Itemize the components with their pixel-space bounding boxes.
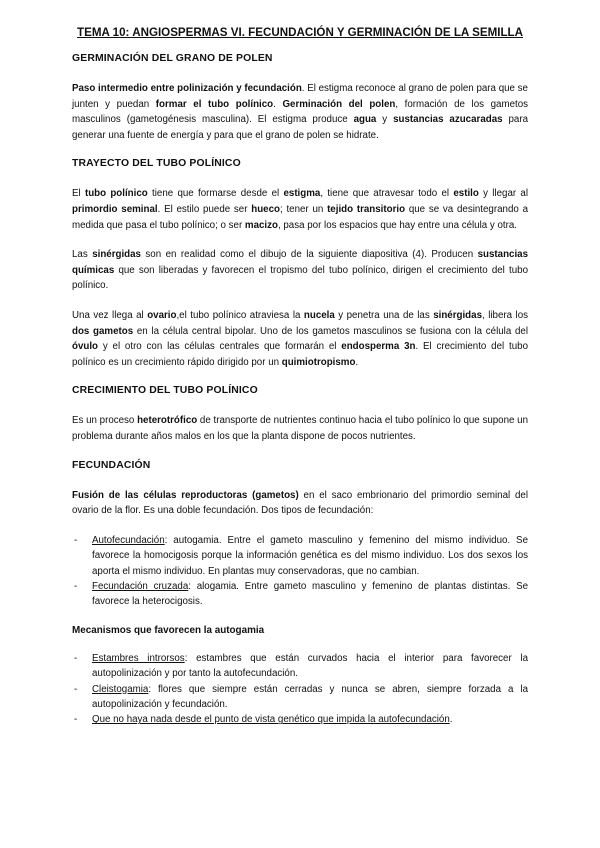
heading-crecimiento: CRECIMIENTO DEL TUBO POLÍNICO	[72, 385, 258, 397]
list-item-run: : alogamia. Entre gameto masculino y femenino de plantas distintas. Se favorece la heterocigosis.	[92, 580, 528, 608]
list-item-run: .	[449, 714, 453, 726]
list-item	[72, 579, 528, 610]
list-fecundacion-types	[72, 533, 528, 610]
list-item	[72, 651, 528, 682]
paragraph-trayecto-1-run: hueco	[251, 203, 280, 215]
paragraph-trayecto-1-run: , tiene que atravesar todo el	[320, 188, 454, 200]
paragraph-trayecto-1-run: tubo polínico	[84, 188, 148, 200]
list-item	[72, 682, 528, 713]
paragraph-trayecto-1-run: tejido transitorio	[327, 203, 406, 215]
paragraph-fecundacion-1-run: Fusión de las células reproductoras (gametos)	[72, 489, 299, 501]
paragraph-germinacion-1-run: agua	[353, 114, 377, 126]
paragraph-crecimiento-1-run: Es un proceso	[72, 415, 138, 427]
paragraph-trayecto-2-run: que son liberadas y favorecen el tropismo del tubo polínico, dirigen el crecimiento del tubo polínico.	[72, 264, 528, 292]
paragraph-trayecto-1-run: estilo	[453, 188, 479, 200]
list-item-run: : estambres que están curvados hacia el interior para favorecer la autopolinización y por tanto la autofecundación.	[92, 652, 528, 680]
paragraph-trayecto-1-run: macizo	[244, 219, 278, 231]
paragraph-crecimiento-1	[72, 413, 528, 444]
heading-trayecto: TRAYECTO DEL TUBO POLÍNICO	[72, 158, 241, 170]
paragraph-trayecto-2-run: sinérgidas	[92, 249, 141, 261]
list-item	[72, 533, 528, 579]
paragraph-germinacion-1-run: formar el tubo polínico	[155, 98, 274, 110]
paragraph-germinacion-1-run: . El estigma reconoce al grano de polen para que se junten y puedan	[72, 83, 528, 110]
paragraph-germinacion-1-run: para generar una fuente de energía y para que el grano de polen se hidrate.	[72, 114, 528, 141]
paragraph-trayecto-1-run: que se va desintegrando a medida que pasa el tubo polínico; o ser	[72, 203, 528, 231]
paragraph-trayecto-1-run: . El estilo puede ser	[157, 203, 252, 215]
paragraph-fecundacion-1	[72, 488, 528, 519]
list-item-run: Que no haya nada desde el punto de vista genético que impida la autofecundación	[92, 714, 450, 726]
paragraph-trayecto-3-run: nucela	[303, 309, 335, 321]
paragraph-trayecto-2-run: son en realidad como el dibujo de la siguiente diapositiva (4). Producen	[140, 249, 478, 261]
paragraph-trayecto-3-run: Una vez llega al	[72, 309, 148, 321]
list-item-run: Estambres introrsos	[92, 652, 185, 664]
paragraph-trayecto-1-run: estigma	[283, 188, 321, 200]
paragraph-germinacion-1-run: , formación de los gametos masculinos (gametogénesis masculina). El estigma produce	[72, 98, 529, 126]
list-item-run: : flores que siempre están cerradas y nunca se abren, siempre forzada a la autopolinización y fecundación.	[92, 683, 528, 710]
paragraph-trayecto-3-run: óvulo	[72, 341, 98, 353]
paragraph-trayecto-3-run: y el otro con las células centrales que formarán el	[98, 341, 342, 353]
paragraph-trayecto-3-run: ovario	[147, 309, 177, 321]
heading-fecundacion: FECUNDACIÓN	[72, 459, 151, 471]
list-item-run: : autogamia. Entre el gameto masculino y femenino del mismo individuo. Se favorece la homocigosis porque la información genética es del mismo individuo. Los dos sexos los aporta el mismo individuo. En plantas muy conservadoras, que no cambian.	[92, 534, 528, 577]
paragraph-trayecto-2	[72, 247, 528, 294]
paragraph-germinacion-1-run: y	[376, 114, 394, 126]
paragraph-trayecto-3-run: , libera los	[482, 309, 528, 321]
paragraph-trayecto-3-run: endosperma 3n	[341, 341, 416, 353]
paragraph-trayecto-2-run: sustancias químicas	[72, 249, 528, 276]
paragraph-germinacion-1-run: .	[273, 98, 283, 110]
paragraph-trayecto-3-run: . El crecimiento del tubo polínico es un crecimiento rápido dirigido por un	[72, 341, 528, 368]
paragraph-trayecto-3-run: sinérgidas	[433, 309, 482, 321]
paragraph-trayecto-1-run: tiene que formarse desde el	[147, 188, 284, 200]
paragraph-trayecto-1	[72, 186, 528, 233]
list-item	[72, 712, 528, 727]
paragraph-trayecto-1-run: El	[72, 188, 85, 200]
paragraph-trayecto-1-run: , pasa por los espacios que hay entre una célula y otra.	[277, 219, 517, 231]
paragraph-trayecto-3	[72, 308, 528, 370]
paragraph-germinacion-1-run: Germinación del polen	[282, 98, 396, 110]
list-item-run: Cleistogamia	[92, 683, 149, 695]
document-page	[72, 26, 528, 742]
paragraph-crecimiento-1-run: de transporte de nutrientes continuo hacia el tubo polínico lo que supone un problema durante años malos en los que la planta dispone de pocos nutrientes.	[72, 415, 528, 442]
paragraph-trayecto-3-run: quimiotropismo	[281, 356, 356, 368]
paragraph-trayecto-1-run: y llegar al	[478, 188, 528, 200]
paragraph-trayecto-3-run: ,el tubo polínico atraviesa la	[176, 309, 304, 321]
paragraph-trayecto-2-run: Las	[72, 249, 93, 261]
document-title: TEMA 10: ANGIOSPERMAS VI. FECUNDACIÓN Y GERMINACIÓN DE LA SEMILLA	[77, 26, 523, 39]
paragraph-trayecto-3-run: y penetra una de las	[334, 309, 434, 321]
list-mecanismos	[72, 651, 528, 728]
list-item-run: Autofecundación	[92, 534, 165, 546]
paragraph-fecundacion-1-run: en el saco embrionario del primordio seminal del ovario de la flor. Es una doble fecundación. Dos tipos de fecundación:	[72, 489, 528, 517]
paragraph-germinacion-1-run: Paso intermedio entre polinización y fecundación	[72, 83, 302, 94]
paragraph-germinacion-1-run: sustancias azucaradas	[393, 114, 503, 126]
heading-germinacion: GERMINACIÓN DEL GRANO DE POLEN	[72, 53, 273, 64]
paragraph-germinacion-1	[72, 81, 528, 143]
paragraph-trayecto-3-run: en la célula central bipolar. Uno de los gametos masculinos se fusiona con la célula del	[133, 325, 528, 337]
paragraph-trayecto-3-run: .	[355, 356, 359, 368]
paragraph-trayecto-1-run: ; tener un	[279, 203, 328, 215]
paragraph-trayecto-1-run: primordio seminal	[72, 203, 158, 215]
paragraph-trayecto-3-run: dos gametos	[72, 325, 134, 337]
heading-mecanismos: Mecanismos que favorecen la autogamia	[72, 624, 265, 636]
paragraph-crecimiento-1-run: heterotrófico	[137, 415, 198, 427]
list-item-run: Fecundación cruzada	[92, 580, 189, 592]
